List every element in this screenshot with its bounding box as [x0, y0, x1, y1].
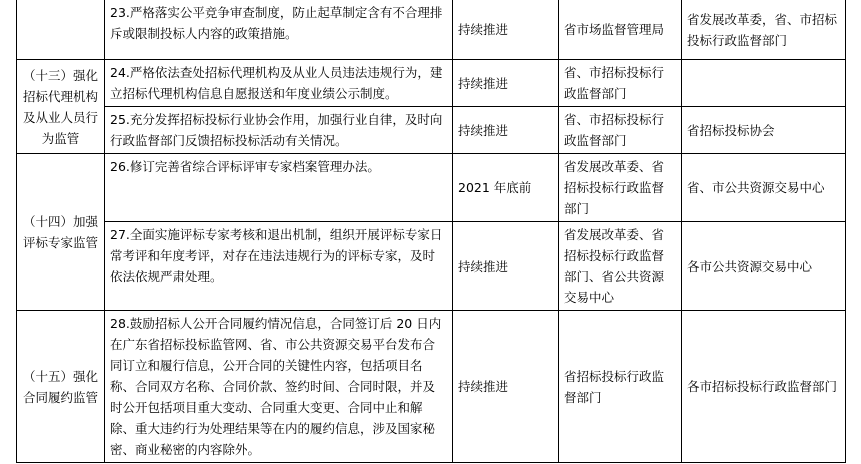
assist-unit-cell: 各市招标投标行政监督部门 [682, 311, 846, 463]
measure-cell: 28.鼓励招标人公开合同履约情况信息，合同签订后 20 日内在广东省招标投标监管网、省、市公共资源交易平台发布合同订立和履行信息，公开合同的关键性内容，包括项目名称、合同双方名称、合同价款、签约时间、合同时限，并及时公开包括项目重大变动、合同重大变更、合同中止和解除、重大违约行为处理结果等在内的履约信息，涉及国家秘密、商业秘密的内容除外。 [105, 311, 453, 463]
lead-unit-cell: 省招标投标行政监督部门 [559, 311, 682, 463]
table-row [17, 60, 846, 107]
measures-table [16, 0, 846, 463]
group-cell-empty [17, 0, 105, 60]
lead-unit-cell: 省、市招标投标行政监督部门 [559, 60, 682, 107]
measure-cell: 26.修订完善省综合评标评审专家档案管理办法。 [105, 154, 453, 222]
group-cell: （十四）加强评标专家监管 [17, 154, 105, 311]
lead-unit-cell: 省发展改革委、省招标投标行政监督部门、省公共资源交易中心 [559, 222, 682, 311]
table-row [17, 154, 846, 222]
time-cell: 持续推进 [453, 60, 559, 107]
time-cell: 持续推进 [453, 107, 559, 154]
measure-cell: 23.严格落实公平竞争审查制度，防止起草制定含有不合理排斥或限制投标人内容的政策措施。 [105, 0, 453, 60]
measure-cell: 24.严格依法查处招标代理机构及从业人员违法违规行为，建立招标代理机构信息自愿报送和年度业绩公示制度。 [105, 60, 453, 107]
assist-unit-cell: 省、市公共资源交易中心 [682, 154, 846, 222]
assist-unit-cell: 各市公共资源交易中心 [682, 222, 846, 311]
table-row [17, 0, 846, 60]
assist-unit-cell [682, 60, 846, 107]
time-cell: 持续推进 [453, 222, 559, 311]
assist-unit-cell: 省招标投标协会 [682, 107, 846, 154]
group-cell: （十五）强化合同履约监管 [17, 311, 105, 463]
measure-cell: 25.充分发挥招标投标行业协会作用，加强行业自律，及时向行政监督部门反馈招标投标活动有关情况。 [105, 107, 453, 154]
group-cell: （十三）强化招标代理机构及从业人员行为监管 [17, 60, 105, 154]
table-row [17, 311, 846, 463]
table-row [17, 107, 846, 154]
time-cell: 持续推进 [453, 311, 559, 463]
lead-unit-cell: 省发展改革委、省招标投标行政监督部门 [559, 154, 682, 222]
time-cell: 2021 年底前 [453, 154, 559, 222]
table-row [17, 222, 846, 311]
time-cell: 持续推进 [453, 0, 559, 60]
assist-unit-cell: 省发展改革委，省、市招标投标行政监督部门 [682, 0, 846, 60]
lead-unit-cell: 省、市招标投标行政监督部门 [559, 107, 682, 154]
measure-cell: 27.全面实施评标专家考核和退出机制，组织开展评标专家日常考评和年度考评，对存在违法违规行为的评标专家，及时依法依规严肃处理。 [105, 222, 453, 311]
lead-unit-cell: 省市场监督管理局 [559, 0, 682, 60]
